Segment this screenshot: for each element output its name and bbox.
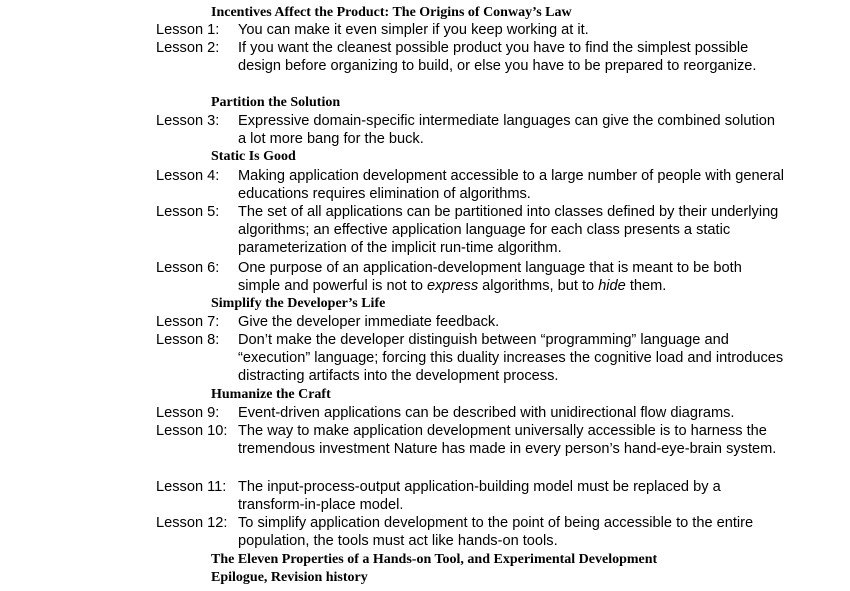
section-heading: Humanize the Craft: [211, 387, 331, 402]
lesson-text: The way to make application development universally accessible is to harness the tremendous investment Nature has made in every person’s hand-eye-brain system.: [238, 423, 777, 458]
lesson-item: [156, 259, 786, 295]
lesson-label: Lesson 10:: [156, 423, 228, 439]
lesson-label: Lesson 1:: [156, 22, 220, 38]
lesson-text: You can make it even simpler if you keep working at it.: [238, 22, 589, 38]
lesson-label: Lesson 11:: [156, 479, 227, 495]
lesson-item: [156, 313, 786, 331]
lesson-text: To simplify application development to the point of being accessible to the entire population, the tools must act like hands-on tools.: [238, 515, 754, 550]
lesson-label: Lesson 3:: [156, 113, 220, 129]
lesson-label: Lesson 12:: [156, 515, 228, 531]
section-heading: Incentives Affect the Product: The Origins of Conway’s Law: [211, 5, 572, 20]
lesson-item: [156, 422, 786, 458]
lesson-text-part: One purpose of an application-development language that is meant to be both simple and powerful is not to: [238, 260, 742, 295]
lesson-item: [156, 21, 786, 39]
section-heading: Partition the Solution: [211, 95, 341, 110]
lesson-item: [156, 404, 786, 422]
lesson-item: [156, 39, 786, 75]
lesson-text: Don’t make the developer distinguish between “programming” language and “execution” language; forcing this duality increases the cognitive load and introduces distracting artifacts into the development process.: [238, 332, 784, 385]
lesson-text: The set of all applications can be partitioned into classes defined by their underlying algorithms; an effective application language for each class presents a static parameterization of the implicit run-time algorithm.: [238, 204, 779, 257]
lesson-item: [156, 167, 786, 203]
lesson-label: Lesson 8:: [156, 332, 220, 348]
lesson-text: If you want the cleanest possible product you have to find the simplest possible design before organizing to build, or else you have to be prepared to reorganize.: [238, 40, 757, 75]
lesson-text: The input-process-output application-building model must be replaced by a transform-in-place model.: [238, 479, 721, 514]
lesson-text: Making application development accessible to a large number of people with general educations requires elimination of algorithms.: [238, 168, 784, 203]
lesson-text-emphasis: express: [427, 278, 479, 295]
lesson-item: [156, 478, 786, 514]
section-heading: Static Is Good: [211, 149, 296, 164]
section-heading: Simplify the Developer’s Life: [211, 296, 386, 311]
lesson-item: [156, 203, 786, 258]
lesson-label: Lesson 7:: [156, 314, 220, 330]
lesson-item: [156, 112, 786, 148]
lesson-label: Lesson 2:: [156, 40, 220, 56]
section-heading: Epilogue, Revision history: [211, 570, 368, 585]
lesson-text-part: algorithms, but to: [478, 278, 599, 295]
lesson-text: [238, 259, 786, 295]
lesson-label: Lesson 9:: [156, 405, 220, 421]
section-heading: The Eleven Properties of a Hands-on Tool, and Experimental Development: [211, 552, 658, 567]
lesson-text: Event-driven applications can be described with unidirectional flow diagrams.: [238, 405, 735, 421]
lesson-text: Expressive domain-specific intermediate languages can give the combined solution a lot more bang for the buck.: [238, 113, 776, 148]
lesson-text-emphasis: hide: [598, 278, 626, 295]
lesson-item: [156, 331, 786, 386]
lesson-text-part: them.: [625, 278, 667, 295]
lesson-label: Lesson 6:: [156, 260, 220, 276]
lesson-label: Lesson 4:: [156, 168, 220, 184]
lesson-label: Lesson 5:: [156, 204, 220, 220]
lesson-item: [156, 514, 786, 550]
lesson-text: Give the developer immediate feedback.: [238, 314, 500, 330]
